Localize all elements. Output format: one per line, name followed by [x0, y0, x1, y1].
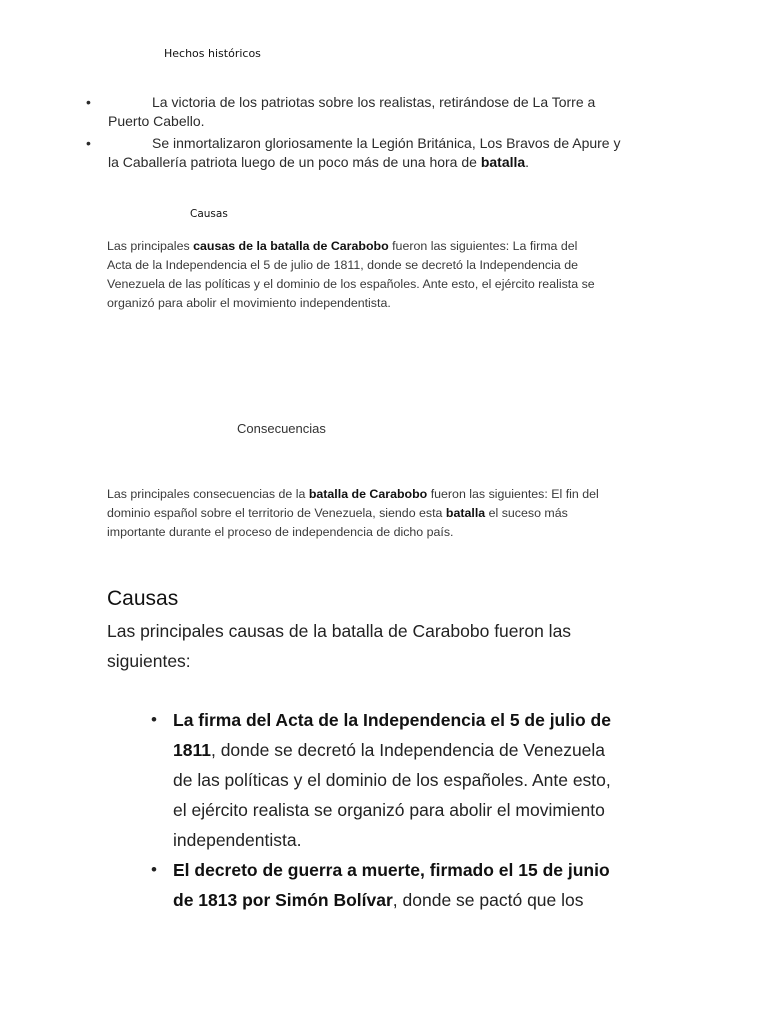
list-item	[151, 855, 693, 915]
text-run: .	[525, 154, 530, 170]
paragraph-line	[107, 504, 667, 523]
heading-causas-small: Causas	[190, 208, 228, 220]
bold-text: causas de la batalla de Carabobo	[193, 239, 389, 253]
paragraph-line: Acta de la Independencia el 5 de julio de 1811, donde se decretó la Independencia de	[107, 258, 578, 272]
list-item-line: Puerto Cabello.	[108, 113, 205, 129]
list-item-line: independentista.	[173, 830, 302, 850]
text-run: la Caballería patriota luego de un poco más de una hora de	[108, 154, 481, 170]
heading-hechos-historicos: Hechos históricos	[164, 47, 261, 60]
paragraph-line: importante durante el proceso de independencia de dicho país.	[107, 525, 454, 539]
bold-text: 1811	[173, 740, 211, 760]
text-run: dominio español sobre el territorio de Venezuela, siendo esta	[107, 506, 446, 520]
bullet-icon: •	[86, 94, 91, 110]
text-run: , donde se decretó la Independencia de Venezuela	[210, 740, 606, 760]
bullet-icon: •	[151, 710, 157, 729]
list-item	[86, 134, 668, 172]
bold-text: de 1813 por Simón Bolívar	[173, 890, 393, 910]
bold-text: batalla	[445, 506, 486, 520]
bullet-icon: •	[86, 135, 91, 151]
list-item-line	[173, 735, 693, 765]
list-item-line	[108, 153, 668, 172]
text-run: Las principales consecuencias de la	[107, 487, 309, 501]
paragraph-line: organizó para abolir el movimiento independentista.	[107, 296, 391, 310]
heading-causas-large: Causas	[107, 587, 179, 610]
bold-text: batalla	[480, 154, 526, 170]
list-item	[86, 93, 668, 131]
consecuencias-paragraph	[107, 485, 667, 542]
paragraph-line	[107, 485, 667, 504]
paragraph-line: siguientes:	[107, 651, 191, 671]
text-run: , donde se pactó que los	[392, 890, 584, 910]
bold-text: La firma del Acta de la Independencia el 5 de julio de	[173, 710, 611, 730]
list-item-line	[173, 705, 693, 735]
text-run: el suceso más	[485, 506, 568, 520]
bullet-icon: •	[151, 860, 157, 879]
text-run: fueron las siguientes: El fin del	[427, 487, 599, 501]
paragraph-line	[107, 237, 667, 256]
heading-consecuencias: Consecuencias	[237, 421, 326, 436]
paragraph-line: Venezuela de las políticas y el dominio de los españoles. Ante esto, el ejército realista se	[107, 277, 595, 291]
bold-text: batalla de Carabobo	[308, 487, 428, 501]
bold-text: El decreto de guerra a muerte, firmado el 15 de junio	[173, 860, 610, 880]
text-run: fueron las siguientes: La firma del	[388, 239, 578, 253]
list-item-line: el ejército realista se organizó para abolir el movimiento	[173, 800, 605, 820]
list-item-line: de las políticas y el dominio de los españoles. Ante esto,	[173, 770, 611, 790]
list-item-line	[173, 885, 693, 915]
causas-paragraph	[107, 237, 667, 313]
list-item-line: Se inmortalizaron gloriosamente la Legión Británica, Los Bravos de Apure y	[152, 135, 621, 151]
causas-intro	[107, 616, 707, 676]
list-item	[151, 705, 693, 855]
list-item-line	[173, 855, 693, 885]
paragraph-line: Las principales causas de la batalla de Carabobo fueron las	[107, 621, 572, 641]
list-item-line: La victoria de los patriotas sobre los realistas, retirándose de La Torre a	[152, 94, 596, 110]
text-run: Las principales	[107, 239, 194, 253]
